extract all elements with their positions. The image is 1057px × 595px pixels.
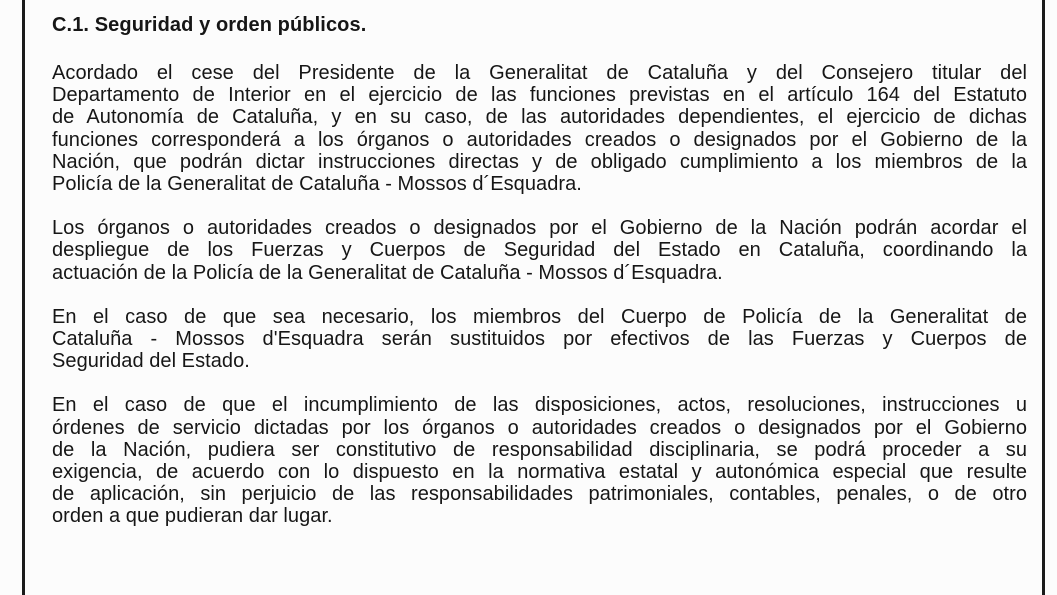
paragraph-line: Departamento de Interior en el ejercicio de las funciones previstas en el artículo 164 del Estatuto [52, 84, 1027, 107]
paragraph-line: Acordado el cese del Presidente de la Generalitat de Cataluña y del Consejero titular del [52, 62, 1027, 84]
paragraph-line: de aplicación, sin perjuicio de las responsabilidades patrimoniales, contables, penales, o de otro [52, 483, 1027, 506]
paragraph-line: de la Nación, pudiera ser constitutivo de responsabilidad disciplinaria, se podrá proceder a su [52, 438, 1027, 461]
paragraph-line: Cataluña - Mossos d'Esquadra serán sustituidos por efectivos de las Fuerzas y Cuerpos de [52, 328, 1027, 351]
paragraph-line: En el caso de que sea necesario, los miembros del Cuerpo de Policía de la Generalitat de [52, 305, 1027, 328]
paragraph-line: exigencia, de acuerdo con lo dispuesto en la normativa estatal y autonómica especial que resulte [52, 461, 1027, 484]
paragraph-line: funciones corresponderá a los órganos o autoridades creados o designados por el Gobierno de la [52, 128, 1027, 151]
section-heading: C.1. Seguridad y orden públicos. [52, 14, 367, 36]
paragraph-2 [52, 217, 1027, 284]
paragraph-line: En el caso de que el incumplimiento de las disposiciones, actos, resoluciones, instrucciones u [52, 394, 1027, 417]
paragraph-line: Policía de la Generalitat de Cataluña - Mossos d´Esquadra. [52, 173, 582, 196]
paragraph-line: actuación de la Policía de la Generalitat de Cataluña - Mossos d´Esquadra. [52, 261, 723, 284]
paragraph-line: Los órganos o autoridades creados o designados por el Gobierno de la Nación podrán acordar el [52, 217, 1027, 240]
paragraph-3 [52, 306, 1027, 373]
paragraph-1 [52, 62, 1027, 195]
document-content [52, 10, 1027, 550]
paragraph-line: despliegue de los Fuerzas y Cuerpos de Seguridad del Estado en Cataluña, coordinando la [52, 239, 1027, 262]
paragraph-line: orden a que pudieran dar lugar. [52, 505, 333, 528]
paragraph-line: Seguridad del Estado. [52, 350, 250, 373]
paragraph-line: de Autonomía de Cataluña, y en su caso, de las autoridades dependientes, el ejercicio de dichas [52, 106, 1027, 129]
paragraph-line: Nación, que podrán dictar instrucciones directas y de obligado cumplimiento a los miembros de la [52, 150, 1027, 173]
paragraph-4 [52, 394, 1027, 527]
paragraph-line: órdenes de servicio dictadas por los órganos o autoridades creados o designados por el Gobierno [52, 416, 1027, 439]
